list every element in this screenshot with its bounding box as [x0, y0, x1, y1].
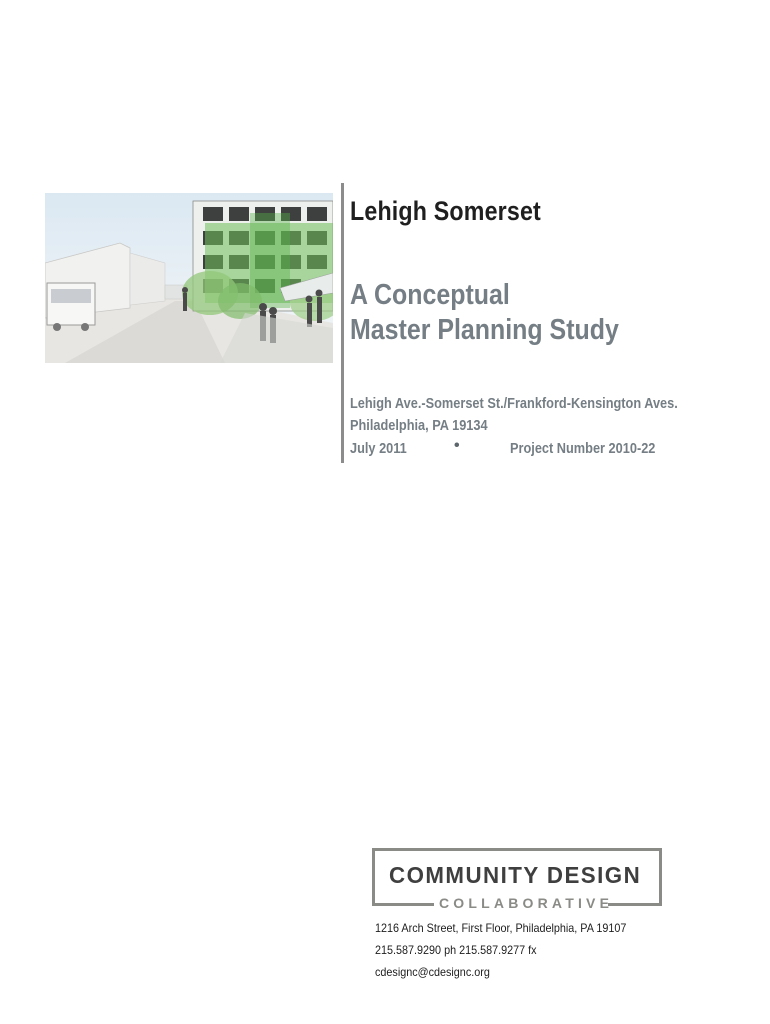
contact-email[interactable]: cdesignc@cdesignc.org	[375, 965, 490, 979]
street-rendering-image	[45, 193, 333, 363]
vertical-divider	[341, 183, 344, 463]
logo-frame-bottom-right	[608, 903, 662, 906]
document-subtitle	[350, 278, 619, 348]
logo-main-text: COMMUNITY DESIGN	[389, 862, 642, 888]
contact-address: 1216 Arch Street, First Floor, Philadelphia, PA 19107	[375, 921, 627, 935]
subtitle-line: Master Planning Study	[350, 314, 619, 346]
project-number: Project Number 2010-22	[510, 441, 656, 457]
document-meta	[350, 437, 730, 463]
address-line: Lehigh Ave.-Somerset St./Frankford-Kensington Aves.	[350, 396, 678, 412]
bullet-separator: •	[454, 437, 460, 454]
subtitle-line: A Conceptual	[350, 279, 510, 311]
address-line: Philadelphia, PA 19134	[350, 418, 488, 434]
contact-info	[375, 917, 626, 983]
site-address	[350, 393, 678, 437]
logo-frame-bottom-left	[372, 903, 434, 906]
document-date: July 2011	[350, 441, 407, 457]
document-title: Lehigh Somerset	[350, 196, 541, 226]
logo-sub-text: COLLABORATIVE	[439, 895, 614, 911]
contact-phone: 215.587.9290 ph 215.587.9277 fx	[375, 943, 537, 957]
